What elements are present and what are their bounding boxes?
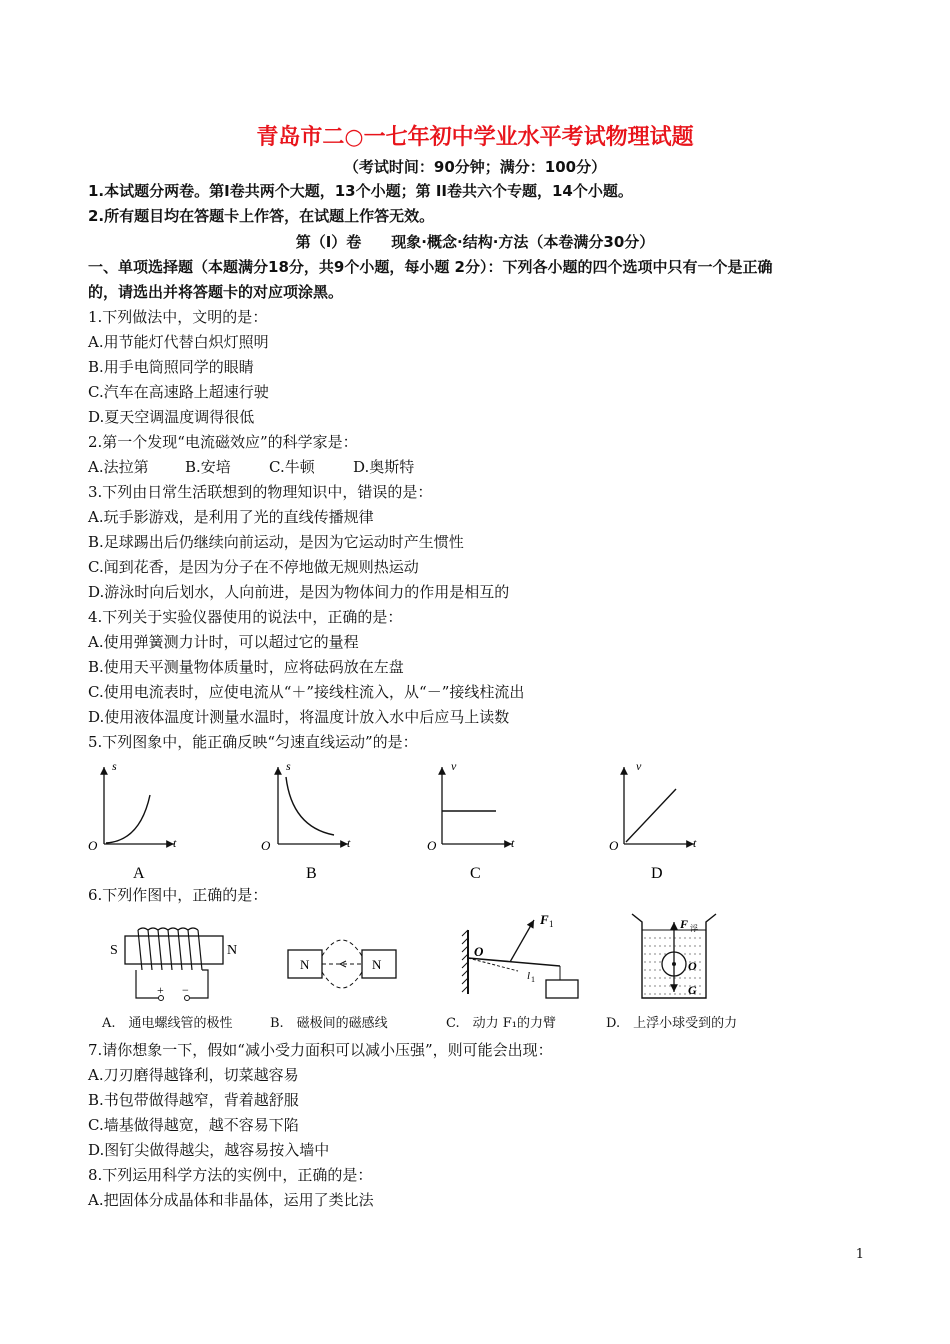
graph-a-label: A <box>133 865 145 882</box>
fig-d-buoyancy: F <box>680 917 689 931</box>
exam-info: （考试时间：90分钟；满分：100分） <box>343 158 607 176</box>
note-2: 2.所有题目均在答题卡上作答，在试题上作答无效。 <box>88 207 435 225</box>
graph-c-label: C <box>470 865 481 882</box>
fig-c-arm: l <box>527 970 531 982</box>
graph-a-origin: O <box>88 838 98 853</box>
graph-c-y-label: v <box>451 759 457 773</box>
q4-option-c: C.使用电流表时，应使电流从“＋”接线柱流入，从“－”接线柱流出 <box>88 683 525 701</box>
fig-c-force: F <box>540 912 549 927</box>
fig-d-buoyancy-sub: 浮 <box>690 924 698 933</box>
fig-c-lever <box>462 912 578 998</box>
part-title: 第（I）卷 现象·概念·结构·方法（本卷满分30分） <box>295 233 655 251</box>
graph-d-x-label: t <box>693 836 697 850</box>
fig-b-magnets <box>288 940 396 988</box>
note-1: 1.本试题分两卷。第Ⅰ卷共两个大题，13个小题；第 II卷共六个专题，14个小题。 <box>88 182 633 200</box>
fig-c-pivot: O <box>474 944 484 959</box>
q3-stem: 3.下列由日常生活联想到的物理知识中，错误的是： <box>88 483 433 501</box>
q2-option-d: D.奥斯特 <box>353 458 415 476</box>
section-title-1: 一、单项选择题（本题满分18分，共9个小题，每小题 2分）：下列各小题的四个选项中只有一个是正确 <box>88 258 773 276</box>
fig-b-right-pole: N <box>372 957 382 972</box>
fig-d-center: O <box>688 959 697 973</box>
graph-d-line <box>626 789 676 842</box>
graph-d-y-label: v <box>636 759 642 773</box>
q7-stem: 7.请你想象一下，假如“减小受力面积可以减小压强”，则可能会出现： <box>88 1041 553 1059</box>
q4-stem: 4.下列关于实验仪器使用的说法中，正确的是： <box>88 608 403 626</box>
graph-d <box>609 759 697 882</box>
q7-option-b: B.书包带做得越窄，背着越舒服 <box>88 1091 299 1109</box>
q1-option-b: B.用手电筒照同学的眼睛 <box>88 358 254 376</box>
q7-option-c: C.墙基做得越宽，越不容易下陷 <box>88 1116 299 1134</box>
q1-option-a: A.用节能灯代替白炽灯照明 <box>88 333 269 351</box>
q1-stem: 1.下列做法中，文明的是： <box>88 308 268 326</box>
q6-caption-b: B. 磁极间的磁感线 <box>270 1016 388 1031</box>
graph-b-label: B <box>306 865 317 882</box>
q8-stem: 8.下列运用科学方法的实例中，正确的是： <box>88 1166 373 1184</box>
fig-a-solenoid <box>110 928 237 1001</box>
q4-option-d: D.使用液体温度计测量水温时，将温度计放入水中后应马上读数 <box>88 708 510 726</box>
graph-c <box>427 759 515 882</box>
q3-option-b: B.足球踢出后仍继续向前运动，是因为它运动时产生惯性 <box>88 533 464 551</box>
q4-option-b: B.使用天平测量物体质量时，应将砝码放在左盘 <box>88 658 404 676</box>
graph-a <box>88 759 177 882</box>
q1-option-d: D.夏天空调温度调得很低 <box>88 408 255 426</box>
fig-d-beaker <box>632 914 716 998</box>
q6-caption-a: A. 通电螺线管的极性 <box>102 1016 233 1031</box>
graph-d-label: D <box>651 865 663 882</box>
fig-c-arm-sub: 1 <box>531 975 535 984</box>
fig-b-left-pole: N <box>300 957 310 972</box>
fig-a-left-pole: S <box>110 943 118 958</box>
q2-option-c: C.牛顿 <box>269 458 315 476</box>
graph-a-y-label: s <box>112 759 117 773</box>
graph-b-curve <box>286 777 334 835</box>
q7-option-a: A.刀刃磨得越锋利，切菜越容易 <box>88 1066 299 1084</box>
q2-stem: 2.第一个发现“电流磁效应”的科学家是： <box>88 433 358 451</box>
graph-c-origin: O <box>427 838 437 853</box>
fig-a-minus: − <box>182 983 189 997</box>
q3-option-a: A.玩手影游戏，是利用了光的直线传播规律 <box>88 508 374 526</box>
q3-option-c: C.闻到花香，是因为分子在不停地做无规则热运动 <box>88 558 419 576</box>
q3-option-d: D.游泳时向后划水，人向前进，是因为物体间力的作用是相互的 <box>88 583 510 601</box>
graph-c-x-label: t <box>511 836 515 850</box>
fig-d-gravity: G <box>688 983 697 997</box>
q2-option-b: B.安培 <box>185 458 231 476</box>
q2-option-a: A.法拉第 <box>88 458 149 476</box>
q5-graphs <box>0 755 950 885</box>
fig-a-plus: + <box>157 983 164 997</box>
graph-a-curve <box>106 795 150 843</box>
q8-option-a: A.把固体分成晶体和非晶体，运用了类比法 <box>88 1191 374 1209</box>
graph-d-origin: O <box>609 838 619 853</box>
fig-a-right-pole: N <box>227 943 238 958</box>
q1-option-c: C.汽车在高速路上超速行驶 <box>88 383 269 401</box>
q4-option-a: A.使用弹簧测力计时，可以超过它的量程 <box>88 633 359 651</box>
q6-stem: 6.下列作图中，正确的是： <box>88 886 268 904</box>
section-title-2: 的，请选出并将答题卡的对应项涂黑。 <box>88 283 344 301</box>
page-number: 1 <box>855 1247 864 1262</box>
graph-b-origin: O <box>261 838 271 853</box>
graph-b <box>261 759 351 882</box>
q6-caption-c: C. 动力 F₁的力臂 <box>446 1016 556 1031</box>
graph-b-x-label: t <box>347 836 351 850</box>
fig-c-force-sub: 1 <box>549 919 554 929</box>
q6-caption-d: D. 上浮小球受到的力 <box>606 1016 738 1031</box>
q5-stem: 5.下列图象中，能正确反映“匀速直线运动”的是： <box>88 733 418 751</box>
q6-figures <box>0 908 950 1008</box>
q7-option-d: D.图钉尖做得越尖，越容易按入墙中 <box>88 1141 330 1159</box>
graph-a-x-label: t <box>173 836 177 850</box>
exam-title: 青岛市二○一七年初中学业水平考试物理试题 <box>256 125 694 150</box>
graph-b-y-label: s <box>286 759 291 773</box>
